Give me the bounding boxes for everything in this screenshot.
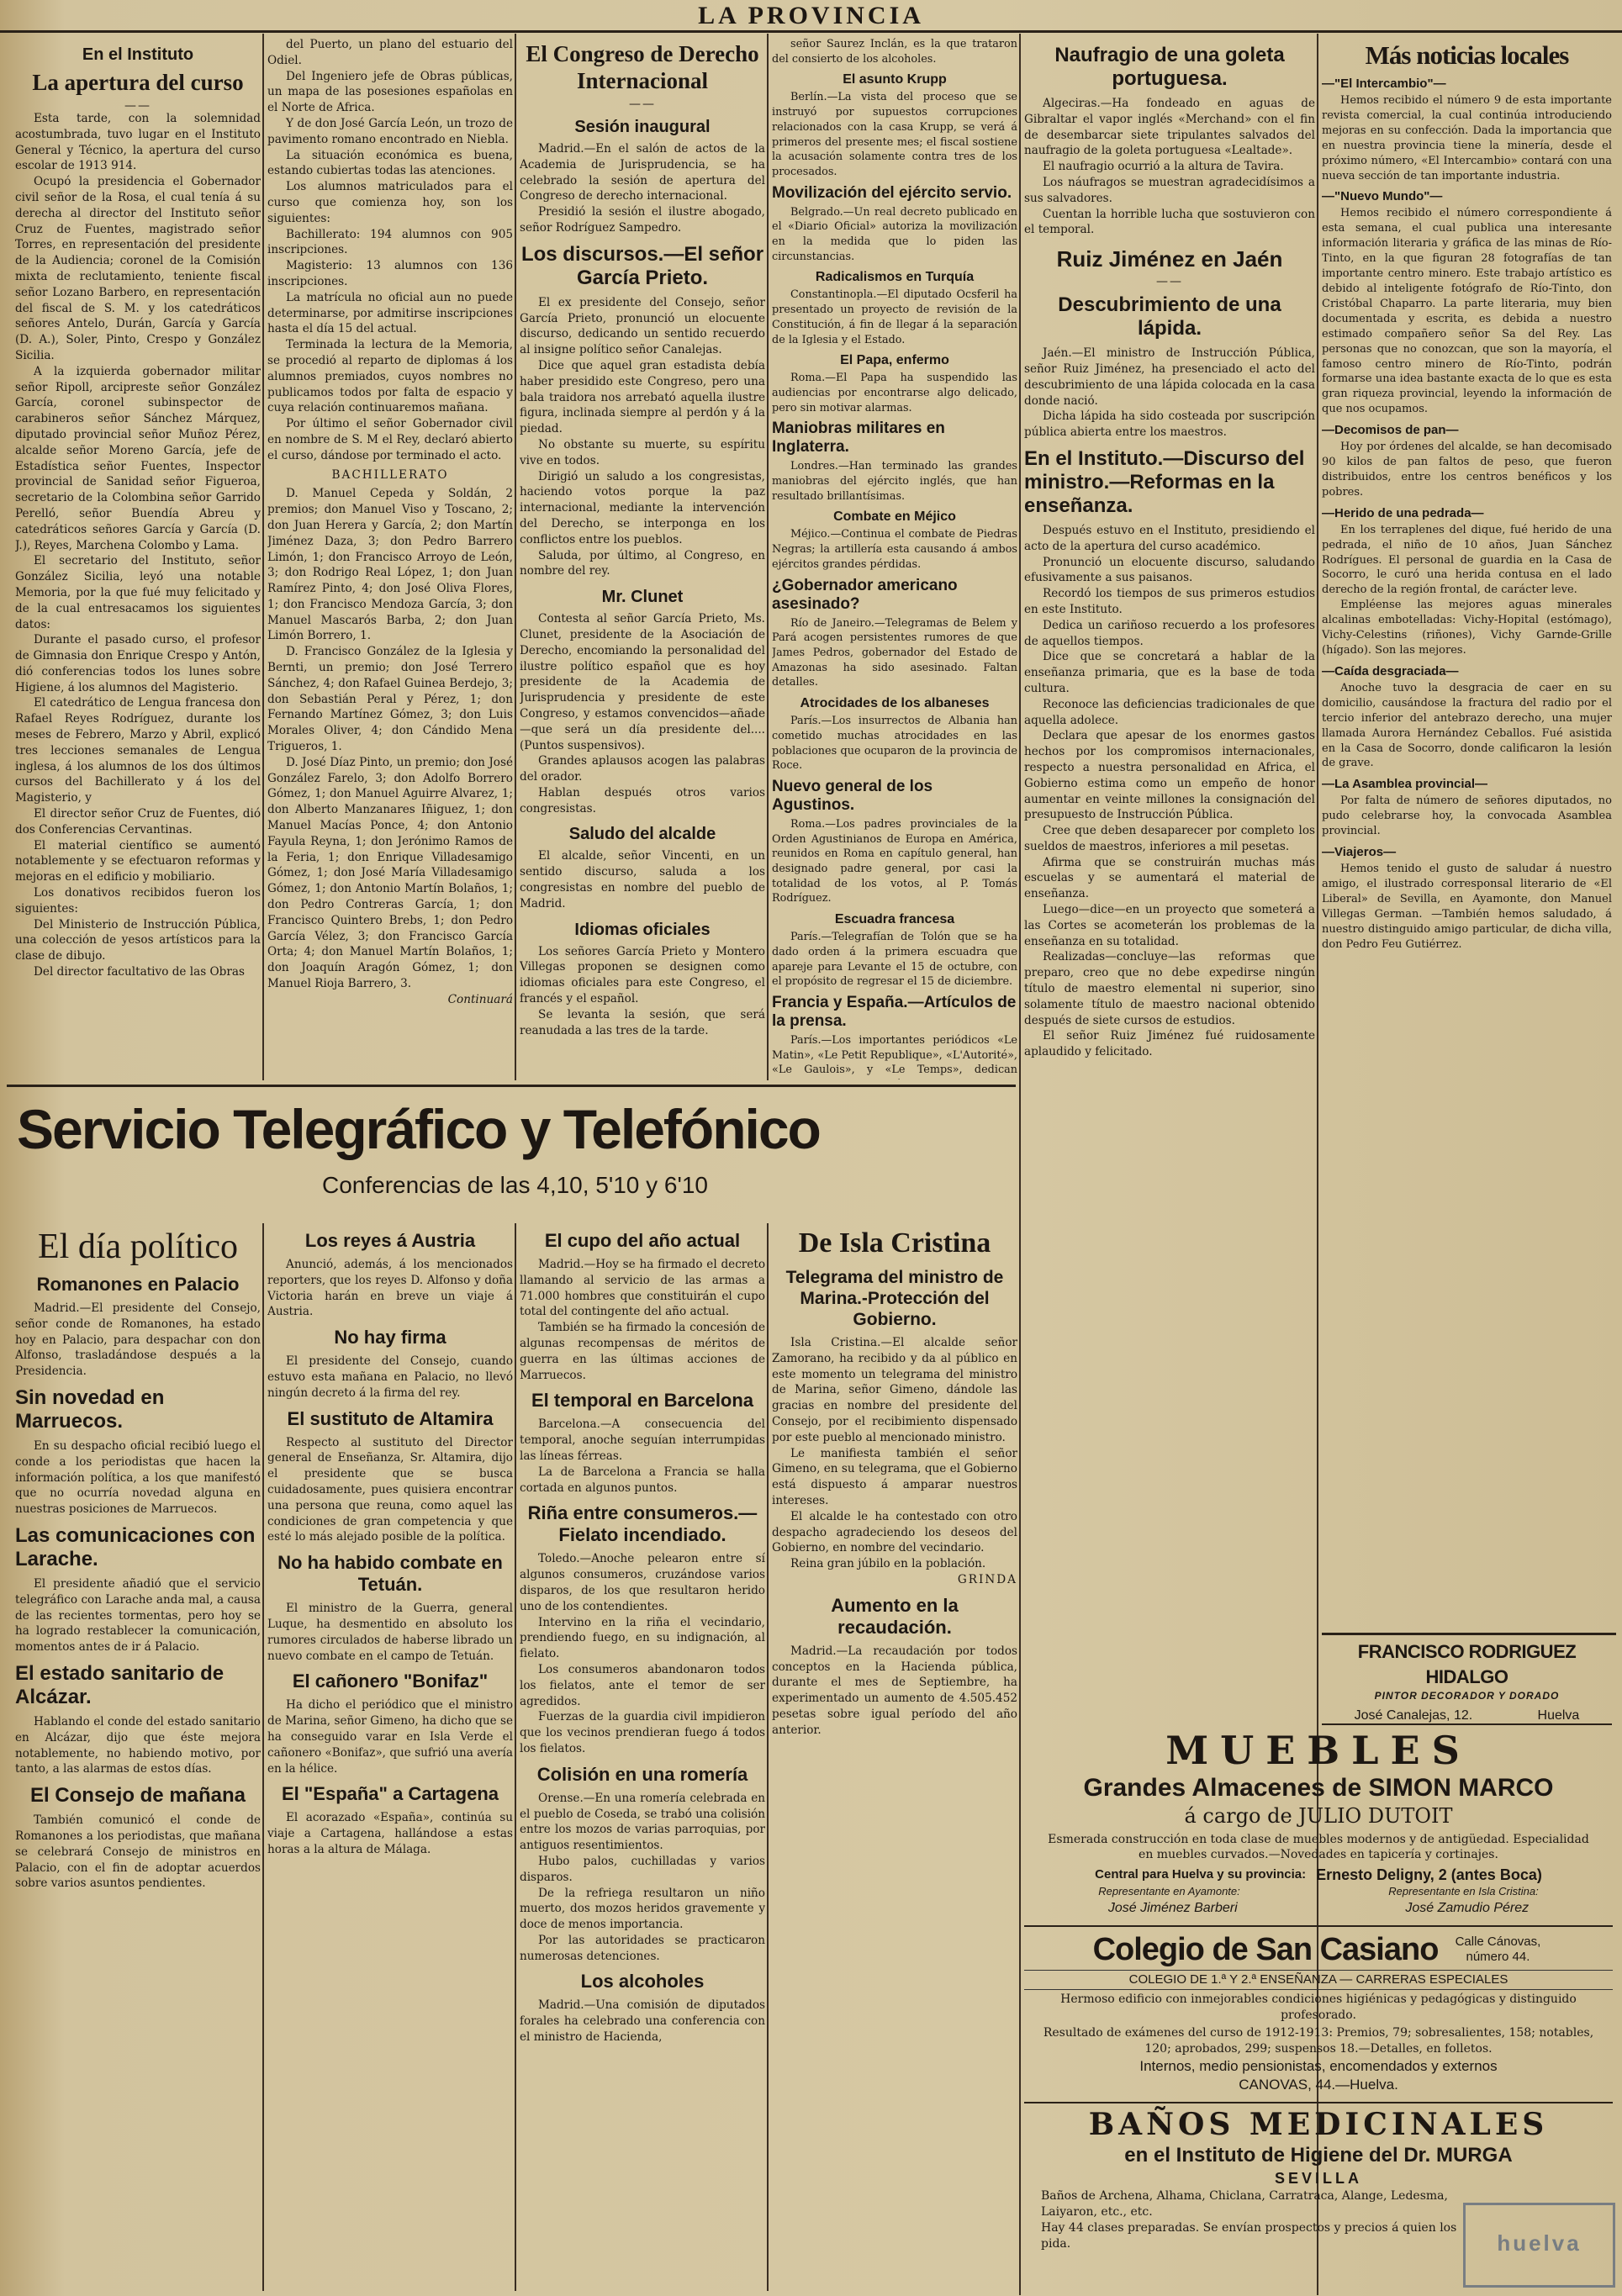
paragraph: Roma.—El Papa ha suspendido las audiencias por encontrarse algo delicado, pero sin motivar alarmas. (772, 372, 1017, 414)
paragraph: También se ha firmado la concesión de algunas recompensas de méritos de guerra en las últimas acciones de Marruecos. (520, 1321, 765, 1382)
section-rule (7, 1085, 1016, 1087)
paragraph: No obstante su muerte, su espíritu vive en todos. (520, 437, 765, 467)
column-rule (1019, 34, 1021, 2295)
paragraph: Dicha lápida ha sido costeada por suscripción pública abierta entre los maestros. (1024, 409, 1315, 440)
subhead: Colisión en una romería (536, 1763, 748, 1785)
paragraph: Algeciras.—Ha fondeado en aguas de Gibraltar el vapor inglés «Merchand» con el fin de desembarcar siete tripulantes salvados del naufragio de la goleta portuguesa «Lealtade». (1024, 97, 1315, 158)
paragraph: El material científico se aumentó notablemente y se efectuaron reformas y mejoras en el edificio y mobiliario. (15, 838, 261, 884)
paragraph: Anunció, además, á los mencionados reporters, que los reyes D. Alfonso y doña Victoria harán en breve un viaje á Austria. (267, 1258, 513, 1319)
news-item-title: —Caída desgraciada— (1322, 663, 1459, 678)
paragraph: El señor Ruiz Jiménez fué ruidosamente aplaudido y felicitado. (1024, 1029, 1315, 1059)
paragraph: Presidió la sesión el ilustre abogado, señor Rodríguez Sampedro. (520, 205, 765, 235)
ad-muebles-line1: Grandes Almacenes de SIMON MARCO (1083, 1774, 1554, 1802)
paragraph: Realizadas—concluye—las reformas que preparo, creo que no debe expedirse ningún título de maestro elemental ni superior, sino solamente título de maestro nacional obtenido después de siete cursos de estudios. (1024, 950, 1315, 1027)
subhead: Los reyes á Austria (304, 1230, 476, 1251)
news-item-title: —La Asamblea provincial— (1322, 777, 1488, 792)
national-news-column (520, 1223, 765, 2291)
paragraph: Contesta al señor García Prieto, Ms. Clunet, presidente de la Asociación de Derecho, encomiando la personalidad del ilustre político español que es hoy presidente de la Academia de Jurisprudencia y presidente de este Congreso, y estamos convencidos—añade—que será un día presidente del.... (Puntos suspensivos). (520, 612, 765, 752)
paragraph: Ocupó la presidencia el Gobernador civil señor de la Rosa, el cual tenía á su derecha al director del Instituto señor Cruz de Fuentes, magistrado señor Torres, en representación del presidente de la Audiencia; coronel de la Comisión mixta de reclutamiento, teniente fiscal señor Lozano Barbero, en representación del fiscal de S. M. y los catedráticos señores Antelo, Durán, García y García (D. A.), Soler, Pinto, Crespo y González Sicilia. (15, 175, 261, 362)
paragraph: Terminada la lectura de la Memoria, se procedió al reparto de diplomas á los alumnos premiados, cuyos nombres no publicamos todos por falta de espacio y cuya relación continuaremos mañana. (267, 338, 513, 415)
paragraph: Madrid.—El presidente del Consejo, señor conde de Romanones, ha estado hoy en Palacio, para despachar con don Alfonso, trasladándose después a la Presidencia. (15, 1301, 261, 1379)
divider: —— (629, 98, 656, 111)
news-item-title: —Decomisos de pan— (1322, 423, 1459, 438)
paragraph: D. Francisco González de la Iglesia y Bernti, un premio; don José Terrero Sánchez, 4; don Rafael Guinea Berdejo, 3; don Sebastián Peral y Pérez, 1; don Fernando Martínez Gómez, 3; don Luis Morales Oliver, 4; don Cándido Mena Trigueros, 1. (267, 645, 513, 754)
paragraph: Intervino en la riña el vecindario, prendiendo fuego, en su indignación, al fielato. (520, 1615, 765, 1661)
paragraph: señor Saurez Inclán, es la que trataron del consierto de los alcoholes. (772, 38, 1017, 66)
paragraph: Los donativos recibidos fueron los siguientes: (15, 886, 261, 916)
paragraph: El ministro de la Guerra, general Luque, ha desmentido en absoluto los rumores circulados de haberse librado un nuevo combate en el campo de Tetuán. (267, 1602, 513, 1663)
subhead: Ruiz Jiménez en Jaén (1056, 246, 1283, 272)
ad-banos-title: BAÑOS MEDICINALES (1088, 2107, 1549, 2142)
paragraph: D. Manuel Cepeda y Soldán, 2 premios; don Manuel Viso y Toscano, 2; don Juan Herera y García, 2; don Martín Jiménez Daza, 3; don Pedro Barrero Limón, 1; don Francisco Arroyo de León, 3; don Rodrigo Real López, 1; don Juan Ramírez Pinto, 4; don José Oliva Flores, 1; don Francisco Mendoza García, 3; don Manuel Mascarós Barba, 2; don Juan Limón Borrero, 1. (267, 487, 513, 643)
paragraph: El secretario del Instituto, señor González Sicilia, leyó una notable Memoria, por la que fué muy felicitado y de la cual entresacamos los siguientes datos: (15, 554, 261, 631)
paragraph: Constantinopla.—El diputado Ocsferil ha presentado un proyecto de revisión de la Constitución, á fin de llegar á la separación de la Iglesia y el Estado. (772, 288, 1017, 346)
ad-colegio-line1: COLEGIO DE 1.ª Y 2.ª ENSEÑANZA — CARRERAS ESPECIALES (1024, 1970, 1613, 1990)
divider: —— (124, 99, 151, 113)
kicker: En el Instituto (82, 45, 194, 64)
paragraph: En su despacho oficial recibió luego el conde a los periodistas que hacen la información política, a los que manifestó que no ocurría novedad alguna en nuestras posiciones de Marruecos. (15, 1438, 261, 1517)
paragraph: También comunicó el conde de Romanones a los periodistas, que mañana se celebrará Consejo de ministros en Palacio, con el fin de adoptar acuerdos sobre varios asuntos pendientes. (15, 1813, 261, 1891)
news-item-text: Hoy por órdenes del alcalde, se han decomisado 90 kilos de pan faltos de peso, que fueron distribuidos, entre los centros benéficos y los pobres. (1322, 441, 1612, 499)
news-item-text: Por falta de número de señores diputados, no pudo celebrarse hoy, la convocada Asamblea provincial. (1322, 794, 1612, 838)
paragraph: Isla Cristina.—El alcalde señor Zamorano, ha recibido y da al público en este momento un telegrama del ministro de Marina, señor Gimeno, dándole las gracias en nombre del presidente del Consejo, por el recibimiento dispensado por este pueblo al mencionado ministro. (772, 1336, 1017, 1444)
paragraph: Hubo palos, cuchilladas y varios disparos. (520, 1854, 765, 1884)
ad-address-street: José Canalejas, 12. (1354, 1708, 1473, 1723)
paragraph: Pronunció un elocuente discurso, saludando efusivamente a sus paisanos. (1024, 555, 1315, 585)
subhead: Idiomas oficiales (574, 920, 711, 939)
paragraph: Magisterio: 13 alumnos con 136 inscripciones. (267, 259, 513, 288)
paragraph: Recordó los tiempos de sus primeros estudios en este Instituto. (1024, 587, 1315, 616)
paragraph: Reconoce las deficiencias tradicionales de que aquella adolece. (1024, 697, 1315, 727)
column-rule (515, 1223, 516, 2291)
ad-name: FRANCISCO RODRIGUEZ HIDALGO (1357, 1641, 1577, 1687)
subhead: El Papa, enfermo (840, 353, 949, 368)
ad-hidalgo (1322, 1639, 1612, 1725)
divider: —— (1156, 275, 1183, 289)
subhead: Maniobras militares en Inglaterra. (772, 420, 945, 457)
subhead: Los discursos.—El señor García Prieto. (520, 242, 764, 289)
ad-colegio-addr: Calle Cánovas, número 44. (1455, 1934, 1541, 1964)
paragraph: Madrid.—En el salón de actos de la Academia de Jurisprudencia, se ha celebrado la sesión de apertura del Congreso de derecho internacional. (520, 142, 765, 203)
ad-muebles (1024, 1728, 1613, 1927)
ad-colegio-header (1024, 1929, 1613, 1970)
ad-banos-line3: Baños de Archena, Alhama, Chiclana, Carratraca, Alange, Ledesma, Laiyaron, etc., etc. (1041, 2189, 1448, 2219)
royal-news-column (267, 1223, 513, 2291)
subhead: Romanones en Palacio (36, 1274, 240, 1295)
ad-muebles-reps (1024, 1884, 1613, 1899)
paragraph: Afirma que se construirán muchas más escuelas y se aumentará el material de enseñanza. (1024, 855, 1315, 901)
paragraph: Grandes aplausos acogen las palabras del orador. (520, 754, 765, 784)
conferences-line: Conferencias de las 4,10, 5'10 y 6'10 (322, 1172, 708, 1198)
news-item-text: Anoche tuvo la desgracia de caer en su domicilio, causándose la fractura del radio por el tercio inferior del antebrazo derecho, una mujer llamada Aurora Hernández Ceballos. Fué asistida en la Casa de Socorro, donde calificaron la lesión de grave. (1322, 681, 1612, 770)
ad-colegio-line4: Internos, medio pensionistas, encomendados y externos (1139, 2058, 1498, 2074)
paragraph: Hablan después otros varios congresistas. (520, 785, 765, 815)
paragraph: La de Barcelona a Francia se halla cortada en algunos puntos. (520, 1465, 765, 1495)
paragraph: Le manifiesta también el señor Gimeno, en su telegrama, que el Gobierno está dispuesto á amparar nuestros intereses. (772, 1446, 1017, 1507)
paragraph: Dirigió un saludo a los congresistas, haciendo votos porque la paz internacional, mediante la intervención del Derecho, se interponga en los conflictos entre los pueblos. (520, 469, 765, 546)
isla-cristina-column (772, 1223, 1017, 2291)
paragraph: El ex presidente del Consejo, señor García Prieto, pronunció un elocuente discurso, dedicando un sentido recuerdo al insigne político señor Canalejas. (520, 295, 765, 357)
paragraph: El alcalde, señor Vincenti, en un sentido discurso, saluda a los congresistas en nombre del pueblo de Madrid. (520, 849, 765, 910)
subhead: Atrocidades de los albaneses (800, 696, 990, 711)
paragraph: El acorazado «España», continúa su viaje a Cartagena, hallándose a estas horas a la altura de Málaga. (267, 1811, 513, 1856)
rep-label-isla: Representante en Isla Cristina: (1388, 1885, 1539, 1897)
subhead: No ha habido combate en Tetuán. (277, 1552, 503, 1596)
paragraph: El catedrático de Lengua francesa don Rafael Reyes Rodríguez, durante los meses de Febrero, Marzo y Abril, explicó tres lecciones semanales de Lengua inglesa, á los alumnos de los dos últimos cursos del Bachillerato y á los del Magisterio, y (15, 696, 261, 805)
subhead: BACHILLERATO (331, 467, 449, 482)
subhead: El Consejo de mañana (29, 1784, 246, 1808)
paragraph: Ha dicho el periódico que el ministro de Marina, señor Gimeno, ha dicho que se ha conseguido varar en Isla Verde el cañonero «Bonifaz», que sufrió una avería en la hélice. (267, 1698, 513, 1776)
paragraph: Madrid.—La recaudación por todos conceptos en la Hacienda pública, durante el mes de Septiembre, ha experimentado un aumento de 4.505.452 pesetas sobre igual período del año anterior. (772, 1644, 1017, 1737)
paragraph: del Puerto, un plano del estuario del Odiel. (267, 38, 513, 67)
subhead: El "España" a Cartagena (281, 1783, 499, 1805)
news-item-text: Hemos tenido el gusto de saludar á nuestro amigo, el ilustrado corresponsal literario de «El Liberal» de Sevilla, en Ayamonte, don Manuel Villegas German. —También hemos saludado, á nuestro distinguido amigo particular, de dicha villa, don Pedro Feu Gutiérrez. (1322, 863, 1612, 951)
subhead: Naufragio de una goleta portuguesa. (1054, 44, 1285, 90)
subhead: Escuadra francesa (834, 912, 955, 927)
headline: De Isla Cristina (798, 1227, 991, 1259)
paragraph: Saluda, por último, al Congreso, en nombre del rey. (520, 548, 765, 578)
paragraph: Toledo.—Anoche pelearon entre sí algunos consumeros, cruzándose varios disparos, de los que resultaron herido uno de los contendientes. (520, 1552, 765, 1613)
subhead: Aumento en la recaudación. (831, 1594, 959, 1638)
paragraph: Los náufragos se muestran agradecidísimos a sus salvadores. (1024, 175, 1315, 205)
archive-stamp (1463, 2203, 1615, 2288)
subhead: El sustituto de Altamira (287, 1407, 494, 1429)
paragraph: Cree que deben desaparecer por completo los sueldos de maestros, inferiores a mil pesetas. (1024, 824, 1315, 853)
paragraph: Y de don José García León, un trozo de pavimento romano encontrado en Niebla. (267, 116, 513, 146)
subhead: Las comunicaciones con Larache. (15, 1523, 256, 1570)
paragraph: Dice que aquel gran estadista debía haber presidido este Congreso, pero una bala traidora nos arrebató aquella ilustre figura, inclinada siempre al perdón y á la piedad. (520, 358, 765, 436)
subhead: Movilización del ejército servio. (772, 183, 1012, 202)
paragraph: Los alumnos matriculados para el curso que comienza hoy, son los siguientes: (267, 180, 513, 225)
paragraph: Durante el pasado curso, el profesor de Gimnasia don Enrique Crespo y Antón, dió conferencias todos los lunes sobre Higiene, á los alumnos del Magisterio. (15, 633, 261, 694)
local-news-column (1322, 37, 1612, 1630)
politics-column (15, 1223, 261, 2291)
news-item-title: —Herido de una pedrada— (1322, 505, 1484, 520)
column-rule (767, 1223, 769, 2291)
masthead (0, 0, 1622, 33)
paragraph: Del Ministerio de Instrucción Pública, una colección de yesos artísticos para la clase de dibujo. (15, 917, 261, 963)
ad-colegio-line3: Resultado de exámenes del curso de 1912-1913: Premios, 79; sobresalientes, 158; notables, 120; aprobados, 299; suspensos 18.—Detalles, en folletos. (1043, 2026, 1594, 2056)
paragraph: Barcelona.—A consecuencia del temporal, anoche seguían interrumpidas las líneas férreas. (520, 1417, 765, 1463)
column-rule (262, 1223, 264, 2291)
paragraph: El alcalde le ha contestado con otro despacho agradeciendo los deseos del Gobierno, en nombre del vecindario. (772, 1509, 1017, 1555)
news-item-text: Empléense las mejores aguas minerales alcalinas embotelladas: Vichy-Hopital (estómago), Vichy-Celestins (riñones), Vichy Garnde-Grille (hígado). Son las mejores. (1322, 599, 1612, 657)
ad-muebles-central (1024, 1866, 1613, 1884)
paragraph: Se levanta la sesión, que será reanudada a las tres de la tarde. (520, 1007, 765, 1037)
congreso-column (520, 37, 765, 1079)
subhead: Combate en Méjico (833, 509, 956, 525)
paragraph: Por las autoridades se practicaron numerosas detenciones. (520, 1933, 765, 1963)
subhead: Los alcoholes (580, 1971, 705, 1993)
paragraph: Reina gran júbilo en la población. (790, 1557, 986, 1571)
paragraph: Los señores García Prieto y Montero Villegas proponen se designen como idiomas oficiales para este Congreso, el francés y el español. (520, 944, 765, 1006)
subhead: Sesión inaugural (574, 118, 711, 136)
column-rule (515, 34, 516, 1080)
news-item-title: —"Nuevo Mundo"— (1322, 189, 1443, 204)
rep-name-isla: José Zamudio Pérez (1405, 1901, 1530, 1915)
section-rule (1322, 1633, 1616, 1635)
ad-trade: PINTOR DECORADOR Y DORADO (1374, 1690, 1560, 1702)
subhead: ¿Gobernador americano asesinado? (772, 576, 958, 613)
continued-note: Continuará (447, 992, 513, 1006)
subhead: El cupo del año actual (544, 1230, 741, 1251)
paragraph: Dedica un cariñoso recuerdo a los profesores de aquellos tiempos. (1024, 618, 1315, 648)
archive-stamp-text: huelva (1497, 2230, 1582, 2256)
ad-address (1322, 1708, 1612, 1723)
subhead: El estado sanitario de Alcázar. (15, 1661, 225, 1708)
paragraph: París.—Telegrafían de Tolón que se ha dado orden á la primera escuadra que apareje para Levante el 15 de octubre, con el propósito de regresar el 15 de diciembre. (772, 931, 1017, 989)
subhead: Radicalismos en Turquía (815, 270, 975, 285)
paragraph: El naufragio ocurrió a la altura de Tavira. (1043, 160, 1284, 174)
paragraph: Declara que apesar de los enormes gastos hechos por los compromisos internacionales, respecto a nuestra personalidad en Africa, el Gobierno estima como un empeño de honor aumentar en veinte millones la consignación del presupuesto de Instrucción Pública. (1024, 729, 1315, 822)
paragraph: París.—Los importantes periódicos «Le Matin», «Le Petit Republique», «L'Autorité», «Le Gaulois», y «Le Temps», dedican (772, 1033, 1017, 1077)
headline: Más noticias locales (1365, 40, 1569, 70)
paragraph: Madrid.—Una comisión de diputados forales ha celebrado una conferencia con el ministro de Hacienda, (520, 1998, 765, 2045)
paragraph: El presidente añadió que el servicio telegráfico con Larache anda mal, a causa de las recientes tormentas, pero hoy se ha logrado restablecer la comunicación, momentos antes de ir á Palacio. (15, 1576, 261, 1655)
paragraph: Río de Janeiro.—Telegramas de Belem y Pará acogen persistentes rumores de que James Pedros, gobernador del Estado de Amazonas ha sido asesinado. Faltan detalles. (772, 616, 1017, 689)
ad-colegio (1024, 1929, 1613, 2103)
instituto-continuation-column (267, 37, 513, 1079)
paragraph: Los consumeros abandonaron todos los fielatos, ante el temor de ser agredidos. (520, 1662, 765, 1708)
paragraph: Madrid.—Hoy se ha firmado el decreto llamando al servicio de las armas a 71.000 hombres que constituirán el cupo total del contingente del año actual. (520, 1258, 765, 1319)
subhead: No hay firma (334, 1327, 446, 1349)
telegraph-banner: Servicio Telegráfico y Telefónico (17, 1098, 820, 1160)
paragraph: Berlín.—La vista del proceso que se instruyó por supuestos corrupciones relacionados con la casa Krupp, se verá á primeros del presente mes; el fiscal sostiene la acusación solamente contra tres de los procesados. (772, 91, 1017, 178)
news-item-text: En los terraplenes del dique, fué herido de una pedrada, el niño de 10 años, Juan Sánchez Rodrígues. El personal de guardia en la Casa de Socorro, le curó una herida contusa en el lado derecho de la región frontal, de carácter leve. (1322, 523, 1612, 597)
news-item-text: Hemos recibido el número 9 de esta importante revista comercial, la cual continúa introduciendo mejoras en su confección. Dada la importancia que en nuestra provincia tiene la minería, desde el próximo número, «El Intercambio» contará con una nueva sección de tan importante industria. (1322, 94, 1612, 182)
news-item-title: —"El Intercambio"— (1322, 77, 1446, 91)
paragraph: Por último el señor Gobernador civil en nombre de S. M el Rey, declaró abierto el curso, dándose por terminado el acto. (267, 417, 513, 462)
paragraph: El director señor Cruz de Fuentes, dió dos Conferencias Cervantinas. (15, 807, 261, 837)
telegrams-column (772, 37, 1017, 1079)
rep-name-ayamonte: José Jiménez Barberi (1107, 1901, 1238, 1915)
ad-muebles-line2: á cargo de JULIO DUTOIT (1184, 1804, 1453, 1828)
ad-banos-line4: Hay 44 clases preparadas. Se envían prospectos y precios á quien los pida. (1041, 2221, 1457, 2251)
subhead: Descubrimiento de una lápida. (1058, 293, 1281, 340)
paragraph: Méjico.—Continua el combate de Piedras Negras; la artillería esta causando á ambos ejércitos grandes pérdidas. (772, 528, 1017, 571)
instituto-column (15, 37, 261, 1079)
news-item-title: —Viajeros— (1322, 845, 1397, 860)
paragraph: De la refriega resultaron un niño muerto, dos mozos heridos gravemente y doce de menos importancia. (520, 1886, 765, 1932)
subhead: El cañonero "Bonifaz" (292, 1671, 489, 1692)
ad-address-city: Huelva (1537, 1708, 1580, 1723)
column-rule (767, 34, 769, 1080)
paragraph: Luego—dice—en un proyecto que someterá a las Cortes se acometerán los problemas de la enseñanza en su totalidad. (1024, 903, 1315, 948)
headline: El Congreso de Derecho Internacional (526, 41, 759, 93)
ad-colegio-title: Colegio de San Casiano (1092, 1932, 1439, 1967)
subhead: Saludo del alcalde (568, 825, 716, 844)
column-rule (262, 34, 264, 1080)
paragraph: Belgrado.—Un real decreto publicado en el «Diario Oficial» autoriza la movilización en la medida que lo piden las circunstancias. (772, 205, 1017, 263)
paragraph: Bachillerato: 194 alumnos con 905 inscripciones. (267, 227, 513, 257)
ad-muebles-title: MUEBLES (1165, 1728, 1471, 1773)
paragraph: Londres.—Han terminado las grandes maniobras del ejército inglés, que han resultado brillantísimas. (772, 460, 1017, 503)
subhead: Telegrama del ministro de Marina.-Protección del Gobierno. (785, 1268, 1004, 1329)
paragraph: Roma.—Los padres provinciales de la Orden Agustinianos de Europa en América, reunidos en Roma en capítulo general, han designado padre general, por casi la totalidad de los votos, al P. Tomás Rodríguez. (772, 817, 1017, 905)
paragraph: Esta tarde, con la solemnidad acostumbrada, tuvo lugar en el Instituto General y Técnico, la apertura del curso escolar de 1913 914. (15, 112, 261, 173)
paragraph: París.—Los insurrectos de Albania han cometido muchas atrocidades en las poblaciones que ocuparon de la provincia de Roce. (772, 715, 1017, 773)
paragraph: Orense.—En una romería celebrada en el pueblo de Coseda, se trabó una colisión entre los mozos de varias parroquias, por antiguos resentimientos. (520, 1791, 765, 1853)
paragraph: Cuentan la horrible lucha que sostuvieron con el temporal. (1024, 207, 1315, 237)
ad-central-name: Ernesto Deligny, 2 (antes Boca) (1316, 1866, 1542, 1883)
paragraph: Hablando el conde del estado sanitario en Alcázar, dijo que éste mejora notablemente, no habiendo motivo, por tanto, a las alarmas de estos días. (15, 1714, 261, 1776)
subhead: El asunto Krupp (843, 72, 947, 87)
ad-colegio-line5: CANOVAS, 44.—Huelva. (1239, 2077, 1398, 2093)
paragraph: Jaén.—El ministro de Instrucción Pública, señor Ruiz Jiménez, ha presenciado el acto del descubrimiento de una lápida colocada en la casa donde nació. (1024, 346, 1315, 408)
subhead: Riña entre consumeros.—Fielato incendiado. (527, 1502, 758, 1546)
paragraph: Dice que se concretará a hablar de la enseñanza primaria, que es la base de toda cultura. (1024, 650, 1315, 695)
headline: El día político (38, 1227, 238, 1266)
headline: La apertura del curso (32, 70, 244, 95)
paragraph: Después estuvo en el Instituto, presidiendo el acto de la apertura del curso académico. (1024, 523, 1315, 553)
subhead: El temporal en Barcelona (531, 1390, 754, 1412)
paragraph: La matrícula no oficial aun no puede determinarse, por admitirse inscripciones hasta el día 15 del actual. (267, 290, 513, 336)
paragraph: D. José Díaz Pinto, un premio; don José González Farelo, 3; don Adolfo Borrero Gómez, 1; don Manuel Aguirre Alvarez, 1; don Alberto Manzanares Iñiguez, 1; don Manuel Macías Ponce, 4; don Antonio Fayula Reyna, 1; don Jerónimo Ramos de la Feria, 1; don Enrique Villadesamigo Gómez, 1; don José María Villadesamigo Gómez, 1; don Antonio Martín Bolaños, 1; don Pedro Contreras García, 1; don Francisco Quintero Brebs, 1; don Pedro García Vélez, 3; don Francisco García Orta; 4; don Manuel Martín Bolaños, 1; don Joaquín Aragón Gómez, 1; don Manuel Rioja Barrero, 3. (267, 755, 513, 991)
ad-muebles-line3: Esmerada construcción en toda clase de muebles modernos y de antigüedad. Especialidad en muebles curvados.—Novedades en tapicería y cortinajes. (1048, 1833, 1589, 1861)
ad-banos-line1: en el Instituto de Higiene del Dr. MURGA (1124, 2144, 1513, 2167)
ad-banos-line2: SEVILLA (1274, 2170, 1362, 2187)
subhead: Francia y España.—Artículos de la prensa. (772, 993, 1017, 1030)
subhead: Mr. Clunet (601, 588, 684, 607)
ad-colegio-line2: Hermoso edificio con inmejorables condiciones higiénicas y pedagógicas y distinguido profesorado. (1060, 1993, 1577, 2022)
rep-label-ayamonte: Representante en Ayamonte: (1098, 1885, 1240, 1897)
ruiz-jimenez-column (1024, 37, 1315, 1630)
paragraph: Fuerzas de la guardia civil impidieron que los vecinos prendieran fuego á todos los fielatos. (520, 1710, 765, 1755)
masthead-title: LA PROVINCIA (698, 2, 924, 29)
paragraph: Del Ingeniero jefe de Obras públicas, un mapa de las posesiones españolas en el Norte de Africa. (267, 69, 513, 115)
subhead: Nuevo general de los Agustinos. (772, 777, 933, 814)
paragraph: Respecto al sustituto del Director general de Enseñanza, Sr. Altamira, dijo el presidente que se busca cuidadosamente, pues quisiera encontrar una persona que reuna, como aquel las condiciones de gran competencia y que esté lo más alejado posible de la política. (267, 1435, 513, 1544)
paragraph: A la izquierda gobernador militar señor Ripoll, arcipreste señor González García, coronel subinspector de carabineros señor Sánchez Márquez, diputado provincial señor Muñoz Pérez, alcalde señor Moreno García, jefe de Estadística señor Fuentes, Inspector provincial de Sanidad señor Figueroa, secretario de la Colombina señor Garrido Perelló, señor Buendía Abreu y catedráticos señores García y García (D. J.), Reyes, Marchena Colombo y Lama. (15, 364, 261, 552)
subhead: En el Instituto.—Discurso del ministro.—Reformas en la enseñanza. (1024, 446, 1305, 517)
paragraph: Del director facultativo de las Obras (34, 965, 245, 979)
news-item-text: Hemos recibido el número correspondiente á esta semana, el cual publica una interesante información literaria y gráfica de las minas de Río-Tinto, en la que figuran 28 fotografías de tan importante centro minero. Este trabajo artístico es debido al inteligente fotógrafo de Río-Tinto, don Cristóbal Chaparro. La parte literaria, muy bien documentada y escrita, es debida a nuestro estimado compañero señor Sa del Rey. Las personas que no conozcan, que son la mayoría, el famoso centro minero de Río-Tinto, podrán formarse una idea bastante exacta de lo que es esta gran riqueza provincial, leyendo la información de que nos ocupamos. (1322, 207, 1612, 416)
ad-central-label: Central para Huelva y su provincia: (1095, 1867, 1307, 1882)
ad-muebles-rep-names (1024, 1899, 1613, 1918)
paragraph: La situación económica es buena, estando cubiertas todas las atenciones. (267, 148, 513, 178)
paragraph: El presidente del Consejo, cuando estuvo esta mañana en Palacio, no llevó ningún decreto á la firma del rey. (267, 1354, 513, 1400)
subhead: Sin novedad en Marruecos. (15, 1386, 165, 1433)
signature: GRINDA (957, 1572, 1017, 1586)
